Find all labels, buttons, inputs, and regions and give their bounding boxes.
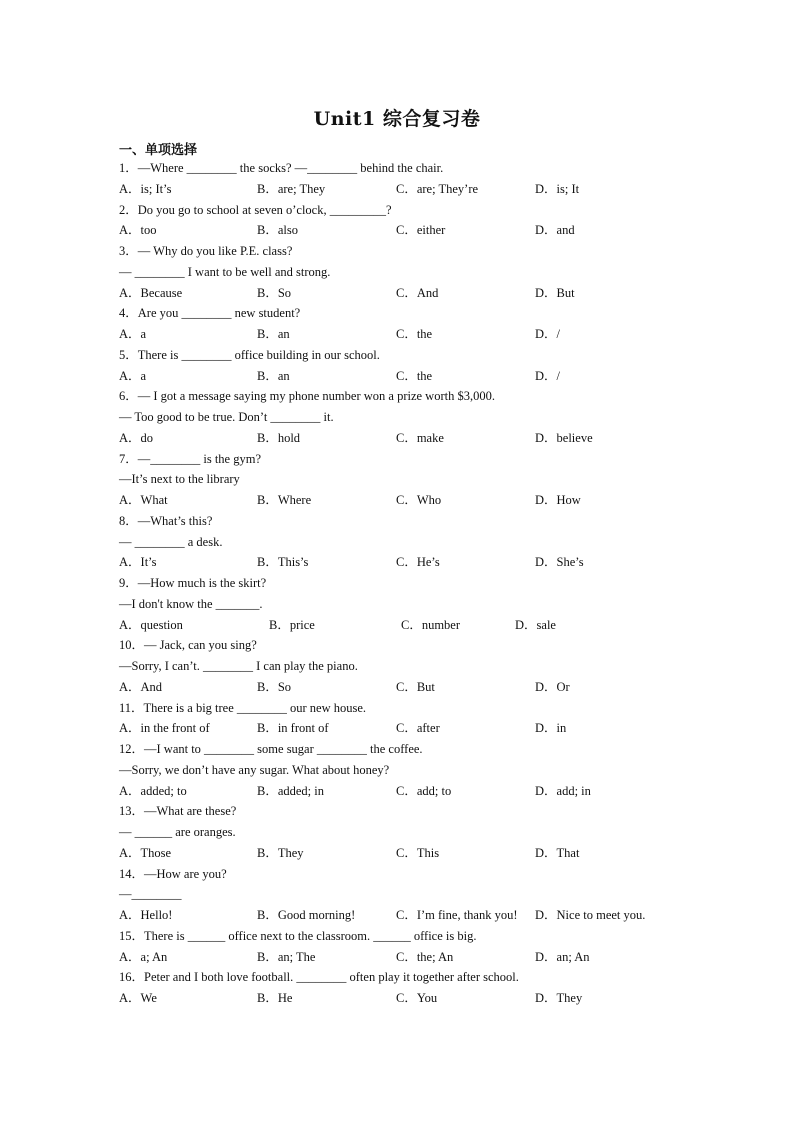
answer-options xyxy=(119,615,679,636)
question-dialogue-line: — ________ a desk. xyxy=(119,534,223,549)
answer-option-c[interactable]: C．after xyxy=(396,721,440,736)
question-stem: 9．—How much is the skirt? xyxy=(119,576,267,590)
answer-option-a[interactable]: A．And xyxy=(119,679,163,694)
question-item xyxy=(119,864,679,926)
page-title: Unit1 综合复习卷 xyxy=(313,108,481,130)
answer-options xyxy=(119,988,679,1009)
answer-option-a[interactable]: A．too xyxy=(119,223,157,238)
question-dialogue-line: —Sorry, we don’t have any sugar. What about honey? xyxy=(119,762,390,777)
answer-option-b[interactable]: B．in front of xyxy=(257,721,329,736)
question-stem: 1．—Where ________ the socks? —________ behind the chair. xyxy=(119,161,444,175)
answer-option-d[interactable]: D．Nice to meet you. xyxy=(535,908,646,922)
answer-option-d[interactable]: D．sale xyxy=(515,617,556,632)
answer-option-c[interactable]: C．the xyxy=(396,327,433,341)
answer-option-a[interactable]: A．is; It’s xyxy=(119,181,172,196)
answer-option-b[interactable]: B．price xyxy=(269,617,315,632)
answer-option-c[interactable]: C．either xyxy=(396,223,446,238)
answer-option-c[interactable]: C．He’s xyxy=(396,555,440,570)
answer-options xyxy=(119,781,679,802)
question-item xyxy=(119,926,679,968)
answer-option-d[interactable]: D．an; An xyxy=(535,949,590,964)
question-list xyxy=(119,158,679,1009)
question-stem: 16．Peter and I both love football. ________ often play it together after school. xyxy=(119,970,519,985)
question-dialogue-line: —I don't know the _______. xyxy=(119,596,263,611)
answer-option-d[interactable]: D．They xyxy=(535,991,583,1005)
answer-option-b[interactable]: B．Where xyxy=(257,493,312,507)
answer-option-b[interactable]: B．also xyxy=(257,223,298,238)
answer-option-a[interactable]: A．in the front of xyxy=(119,721,210,736)
section-heading: 一、单项选择 xyxy=(119,143,198,158)
question-item xyxy=(119,801,679,863)
answer-options xyxy=(119,490,679,511)
answer-option-d[interactable]: D．believe xyxy=(535,430,593,445)
answer-options xyxy=(119,718,679,739)
answer-option-b[interactable]: B．an; The xyxy=(257,949,316,964)
answer-option-d[interactable]: D．But xyxy=(535,285,575,300)
answer-options xyxy=(119,179,679,200)
question-item xyxy=(119,573,679,635)
answer-option-a[interactable]: A．question xyxy=(119,617,183,632)
answer-option-a[interactable]: A．a; An xyxy=(119,949,168,964)
answer-options xyxy=(119,843,679,864)
question-stem: 7．—________ is the gym? xyxy=(119,451,262,466)
answer-option-a[interactable]: A．a xyxy=(119,368,147,383)
answer-option-c[interactable]: C．You xyxy=(396,991,438,1005)
answer-option-d[interactable]: D．That xyxy=(535,845,580,860)
question-stem: 6．— I got a message saying my phone number won a prize worth $3,000. xyxy=(119,389,495,404)
answer-options xyxy=(119,552,679,573)
answer-option-b[interactable]: B．So xyxy=(257,285,292,300)
question-item xyxy=(119,345,679,387)
question-item xyxy=(119,635,679,697)
question-stem: 8．—What’s this? xyxy=(119,513,213,528)
answer-option-c[interactable]: C．make xyxy=(396,430,444,445)
question-dialogue-line: —It’s next to the library xyxy=(119,472,240,487)
answer-option-b[interactable]: B．hold xyxy=(257,430,301,445)
question-dialogue-line: — ________ I want to be well and strong. xyxy=(119,264,331,279)
answer-option-a[interactable]: A．do xyxy=(119,430,154,445)
answer-options xyxy=(119,283,679,304)
answer-options xyxy=(119,366,679,387)
question-dialogue-line: — Too good to be true. Don’t ________ it. xyxy=(119,410,334,424)
question-item xyxy=(119,511,679,573)
question-stem: 10．— Jack, can you sing? xyxy=(119,638,257,653)
question-stem: 4．Are you ________ new student? xyxy=(119,306,301,321)
answer-option-c[interactable]: C．the xyxy=(396,368,433,383)
answer-option-c[interactable]: C．This xyxy=(396,845,440,860)
answer-option-c[interactable]: C．Who xyxy=(396,493,442,507)
answer-option-d[interactable]: D．is; It xyxy=(535,181,580,196)
question-stem: 3．— Why do you like P.E. class? xyxy=(119,244,293,258)
answer-option-a[interactable]: A．Because xyxy=(119,285,183,300)
answer-option-b[interactable]: B．added; in xyxy=(257,783,325,798)
question-item xyxy=(119,739,679,801)
answer-options xyxy=(119,428,679,449)
answer-option-a[interactable]: A．a xyxy=(119,327,147,341)
answer-option-d[interactable]: D．/ xyxy=(535,327,561,341)
answer-options xyxy=(119,677,679,698)
question-stem: 5．There is ________ office building in our school. xyxy=(119,347,380,362)
answer-option-c[interactable]: C．I’m fine, thank you! xyxy=(396,908,518,922)
answer-option-d[interactable]: D．add; in xyxy=(535,783,591,798)
question-item xyxy=(119,386,679,448)
question-stem: 14．—How are you? xyxy=(119,866,227,881)
answer-option-d[interactable]: D．Or xyxy=(535,679,570,694)
question-stem: 11．There is a big tree ________ our new house. xyxy=(119,700,367,715)
answer-option-b[interactable]: B．This’s xyxy=(257,555,309,570)
answer-option-c[interactable]: C．add; to xyxy=(396,783,452,798)
answer-option-b[interactable]: B．Good morning! xyxy=(257,908,356,922)
question-item xyxy=(119,200,679,242)
question-dialogue-line: —________ xyxy=(119,887,182,902)
answer-options xyxy=(119,947,679,968)
answer-option-d[interactable]: D．She’s xyxy=(535,555,584,570)
answer-option-b[interactable]: B．an xyxy=(257,327,290,341)
question-dialogue-line: — ______ are oranges. xyxy=(119,825,236,839)
question-stem: 12．—I want to ________ some sugar ________ the coffee. xyxy=(119,742,423,756)
answer-option-c[interactable]: C．And xyxy=(396,285,439,300)
answer-option-a[interactable]: A．What xyxy=(119,493,168,507)
answer-option-d[interactable]: D．How xyxy=(535,493,581,507)
question-stem: 13．—What are these? xyxy=(119,804,237,819)
question-item xyxy=(119,158,679,200)
answer-option-b[interactable]: B．He xyxy=(257,991,293,1005)
question-item xyxy=(119,967,679,1009)
answer-options xyxy=(119,905,679,926)
question-item xyxy=(119,303,679,345)
answer-option-c[interactable]: C．number xyxy=(401,617,461,632)
question-dialogue-line: —Sorry, I can’t. ________ I can play the piano. xyxy=(119,659,358,673)
answer-option-b[interactable]: B．They xyxy=(257,845,304,860)
answer-option-c[interactable]: C．But xyxy=(396,679,435,694)
answer-option-c[interactable]: C．the; An xyxy=(396,949,454,964)
answer-options xyxy=(119,220,679,241)
answer-option-d[interactable]: D．and xyxy=(535,223,575,238)
question-item xyxy=(119,241,679,303)
question-stem: 15．There is ______ office next to the classroom. ______ office is big. xyxy=(119,928,477,943)
answer-option-d[interactable]: D．in xyxy=(535,721,567,736)
question-item xyxy=(119,698,679,740)
answer-option-a[interactable]: A．It’s xyxy=(119,555,157,570)
question-stem: 2．Do you go to school at seven o’clock, _________? xyxy=(119,202,392,217)
answer-option-b[interactable]: B．are; They xyxy=(257,181,326,196)
question-item xyxy=(119,449,679,511)
answer-option-c[interactable]: C．are; They’re xyxy=(396,181,479,196)
answer-option-a[interactable]: A．We xyxy=(119,991,157,1005)
answer-option-a[interactable]: A．Those xyxy=(119,845,172,860)
answer-option-b[interactable]: B．So xyxy=(257,679,292,694)
answer-option-d[interactable]: D．/ xyxy=(535,368,561,383)
answer-option-b[interactable]: B．an xyxy=(257,368,290,383)
answer-option-a[interactable]: A．Hello! xyxy=(119,908,173,922)
answer-option-a[interactable]: A．added; to xyxy=(119,783,187,798)
answer-options xyxy=(119,324,679,345)
